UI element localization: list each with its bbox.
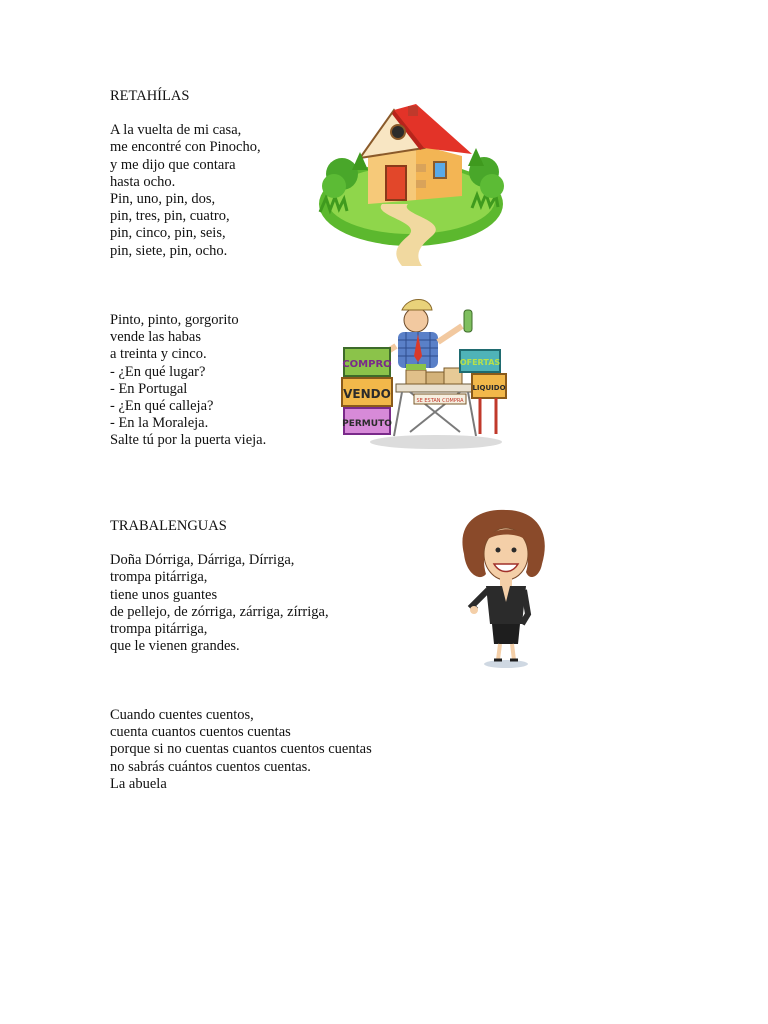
- poem-line: Cuando cuentes cuentos,: [110, 707, 254, 723]
- poem-line: trompa pitárriga,: [110, 569, 208, 586]
- poem-line: Doña Dórriga, Dárriga, Dírriga,: [110, 552, 295, 569]
- poem-line: me encontré con Pinocho,: [110, 139, 261, 156]
- heading-retahilas: RETAHÍLAS: [110, 88, 190, 104]
- section-cuentos: [110, 707, 372, 793]
- poem-line: y me dijo que contara: [110, 156, 236, 173]
- poem-line: - En Portugal: [110, 380, 188, 397]
- sign-permuto: PERMUTO: [342, 419, 392, 429]
- poem-line: - ¿En qué lugar?: [110, 363, 206, 380]
- poem-line: cuenta cuantos cuentos cuentas: [110, 724, 291, 741]
- poem-line: vende las habas: [110, 329, 201, 346]
- poem-line: porque si no cuentas cuantos cuentos cuentas: [110, 741, 372, 758]
- poem-line: Pinto, pinto, gorgorito: [110, 312, 239, 328]
- woman-caricature: [436, 502, 568, 678]
- heading-trabalenguas: TRABALENGUAS: [110, 518, 227, 534]
- poem-line: - En la Moraleja.: [110, 415, 209, 432]
- sign-table: SE ESTAN COMPRA: [416, 398, 464, 404]
- sign-liquido: LIQUIDO: [472, 384, 506, 392]
- poem-line: de pellejo, de zórriga, zárriga, zírriga,: [110, 603, 329, 620]
- poem-line: Salte tú por la puerta vieja.: [110, 432, 267, 449]
- section-retahilas: [110, 88, 261, 260]
- poem-line: - ¿En qué calleja?: [110, 398, 214, 415]
- poem-line: a treinta y cinco.: [110, 346, 207, 363]
- poem-line: pin, siete, pin, ocho.: [110, 242, 228, 259]
- poem-line: tiene unos guantes: [110, 586, 218, 603]
- poem-line: A la vuelta de mi casa,: [110, 122, 242, 139]
- poem-line: que le vienen grandes.: [110, 638, 240, 655]
- vendor-illustration: [340, 290, 510, 452]
- house-illustration: [312, 104, 510, 266]
- sign-vendo: VENDO: [343, 387, 391, 401]
- section-trabalenguas: [110, 518, 329, 655]
- poem-line: pin, cinco, pin, seis,: [110, 225, 226, 242]
- sign-ofertas: OFERTAS: [459, 358, 501, 367]
- poem-line: La abuela: [110, 775, 167, 792]
- poem-line: Pin, uno, pin, dos,: [110, 191, 216, 208]
- poem-line: pin, tres, pin, cuatro,: [110, 208, 230, 225]
- section-pinto-pinto: [110, 312, 266, 450]
- poem-line: no sabrás cuántos cuentos cuentas.: [110, 758, 311, 775]
- poem-line: trompa pitárriga,: [110, 621, 208, 638]
- poem-line: hasta ocho.: [110, 173, 176, 190]
- sign-compro: COMPRO: [342, 359, 392, 370]
